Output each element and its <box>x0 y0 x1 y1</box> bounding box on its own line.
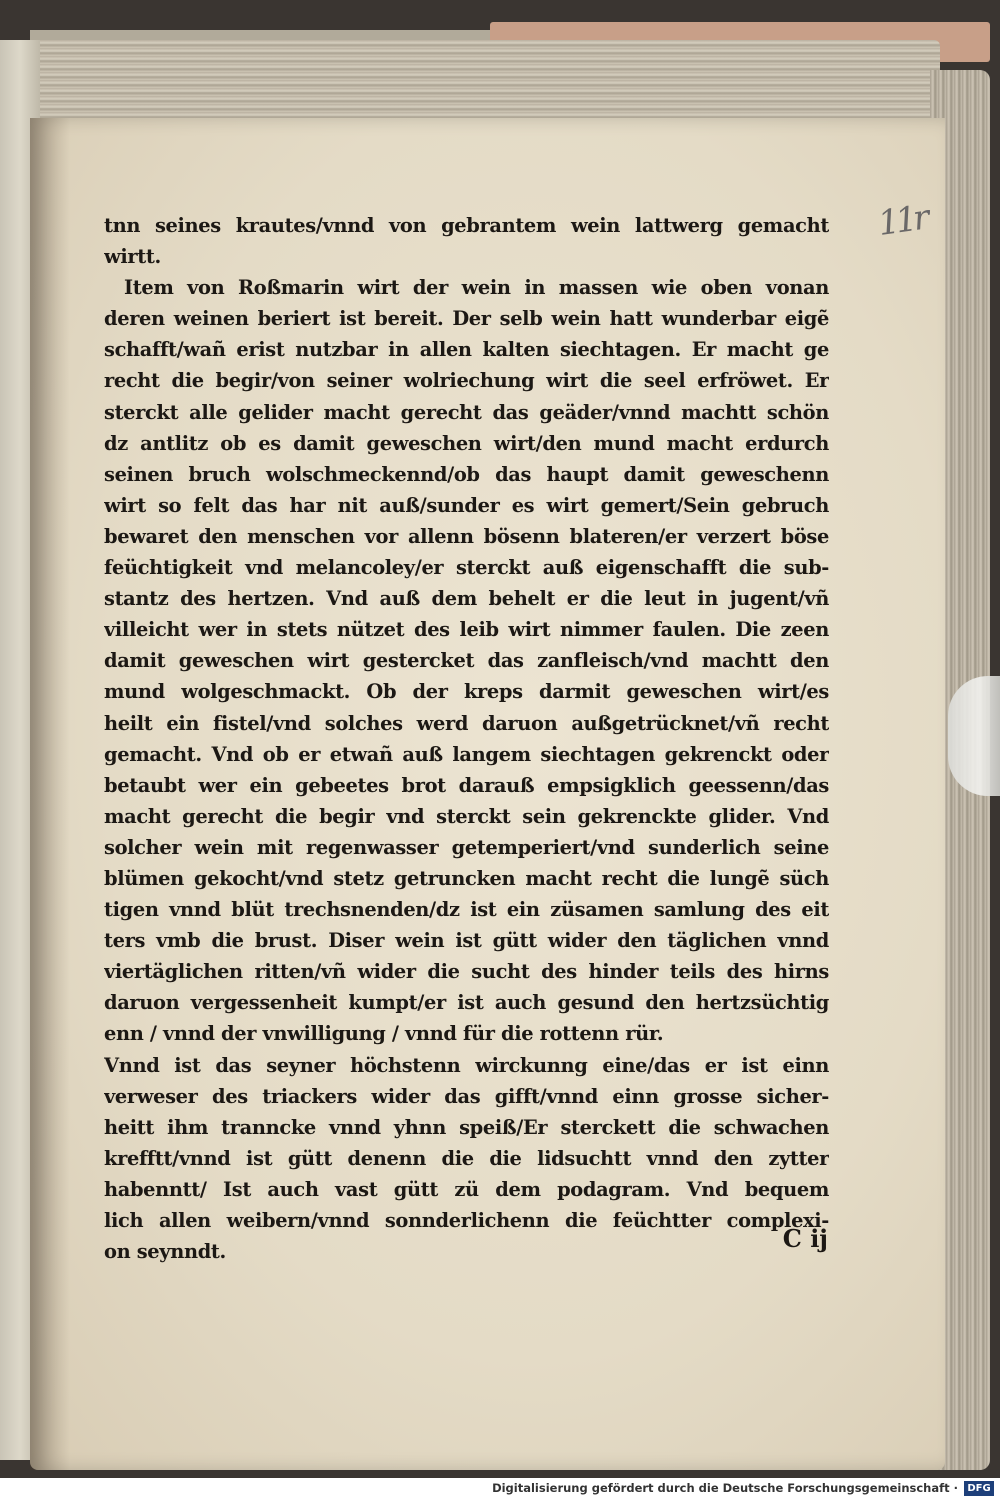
dfg-logo: DFG <box>964 1481 994 1496</box>
text-line: Item von Roßmarin wirt der wein in massen wie oben vonan <box>124 276 829 300</box>
text-line: wirt so felt das har nit auß/sunder es wirt gemert/Sein gebruch <box>104 493 829 517</box>
text-line: sterckt alle gelider macht gerecht das geäder/vnnd machtt schön <box>104 400 829 424</box>
footer-bar <box>0 1478 1000 1500</box>
gutter-shadow <box>30 118 70 1470</box>
text-line: mund wolgeschmackt. Ob der kreps darmit geweschen wirt/es <box>104 680 829 704</box>
text-line: wirtt. <box>104 245 161 269</box>
text-line: verweser des triackers wider das gifft/vnnd einn grosse sicher- <box>104 1084 829 1108</box>
catchword: C ij <box>782 1224 828 1253</box>
folio-mark: 11r <box>875 197 929 244</box>
text-line: solcher wein mit regenwasser getemperiert/vnd sunderlich seine <box>104 835 829 859</box>
text-line: gemacht. Vnd ob er etwañ auß langem siechtagen gekrenckt oder <box>104 742 829 766</box>
page-clip <box>948 676 1000 796</box>
body-text <box>104 210 829 1267</box>
text-line: daruon vergessenheit kumpt/er ist auch gesund den hertzsüchtig <box>104 991 829 1015</box>
text-line: Vnnd ist das seyner höchstenn wirckunng eine/das er ist einn <box>104 1053 829 1077</box>
footer-credit: Digitalisierung gefördert durch die Deutsche Forschungsgemeinschaft · <box>492 1481 958 1495</box>
text-line: viertäglichen ritten/vñ wider die sucht des hinder teils des hirns <box>104 960 829 984</box>
text-line: schafft/wañ erist nutzbar in allen kalten siechtagen. Er macht ge <box>104 338 829 362</box>
text-line: enn / vnnd der vnwilligung / vnnd für die rottenn rür. <box>104 1022 664 1046</box>
text-line: damit geweschen wirt gestercket das zanfleisch/vnd machtt den <box>104 649 829 673</box>
text-line: heilt ein fistel/vnd solches werd daruon außgetrücknet/vñ recht <box>104 711 829 735</box>
text-line: on seynndt. <box>104 1240 226 1264</box>
text-line: heitt ihm tranncke vnnd yhnn speiß/Er sterckett die schwachen <box>104 1115 829 1139</box>
text-line: seinen bruch wolschmeckennd/ob das haupt damit geweschenn <box>104 462 829 486</box>
text-line: deren weinen beriert ist bereit. Der selb wein hatt wunderbar eigẽ <box>104 307 829 331</box>
text-line: feüchtigkeit vnd melancoley/er sterckt auß eigenschafft die sub- <box>104 556 829 580</box>
text-line: blümen gekocht/vnd stetz getruncken macht recht die lungẽ süch <box>104 866 829 890</box>
text-line: betaubt wer ein gebeetes brot darauß empsigklich geessenn/das <box>104 773 829 797</box>
text-line: bewaret den menschen vor allenn bösenn blateren/er verzert böse <box>104 524 829 548</box>
text-line: tnn seines krautes/vnnd von gebrantem wein lattwerg gemacht <box>104 214 829 237</box>
text-line: lich allen weibern/vnnd sonnderlichenn die feüchtter complexi- <box>104 1209 829 1232</box>
text-line: villeicht wer in stets nützet des leib wirt nimmer faulen. Die zeen <box>104 618 829 642</box>
text-line: dz antlitz ob es damit geweschen wirt/den mund macht erdurch <box>104 431 829 455</box>
text-line: ters vmb die brust. Diser wein ist gütt wider den täglichen vnnd <box>104 929 829 953</box>
text-line: habenntt/ Ist auch vast gütt zü dem podagram. Vnd bequem <box>104 1177 829 1201</box>
text-line: recht die begir/von seiner wolriechung wirt die seel erfröwet. Er <box>104 369 829 393</box>
text-line: tigen vnnd blüt trechsnenden/dz ist ein züsamen samlung des eit <box>104 898 829 922</box>
text-line: stantz des hertzen. Vnd auß dem behelt er die leut in jugent/vñ <box>104 587 829 611</box>
text-line: krefftt/vnnd ist gütt denenn die die lidsuchtt vnnd den zytter <box>104 1146 829 1170</box>
text-line: macht gerecht die begir vnd sterckt sein gekrenckte glider. Vnd <box>104 804 829 828</box>
